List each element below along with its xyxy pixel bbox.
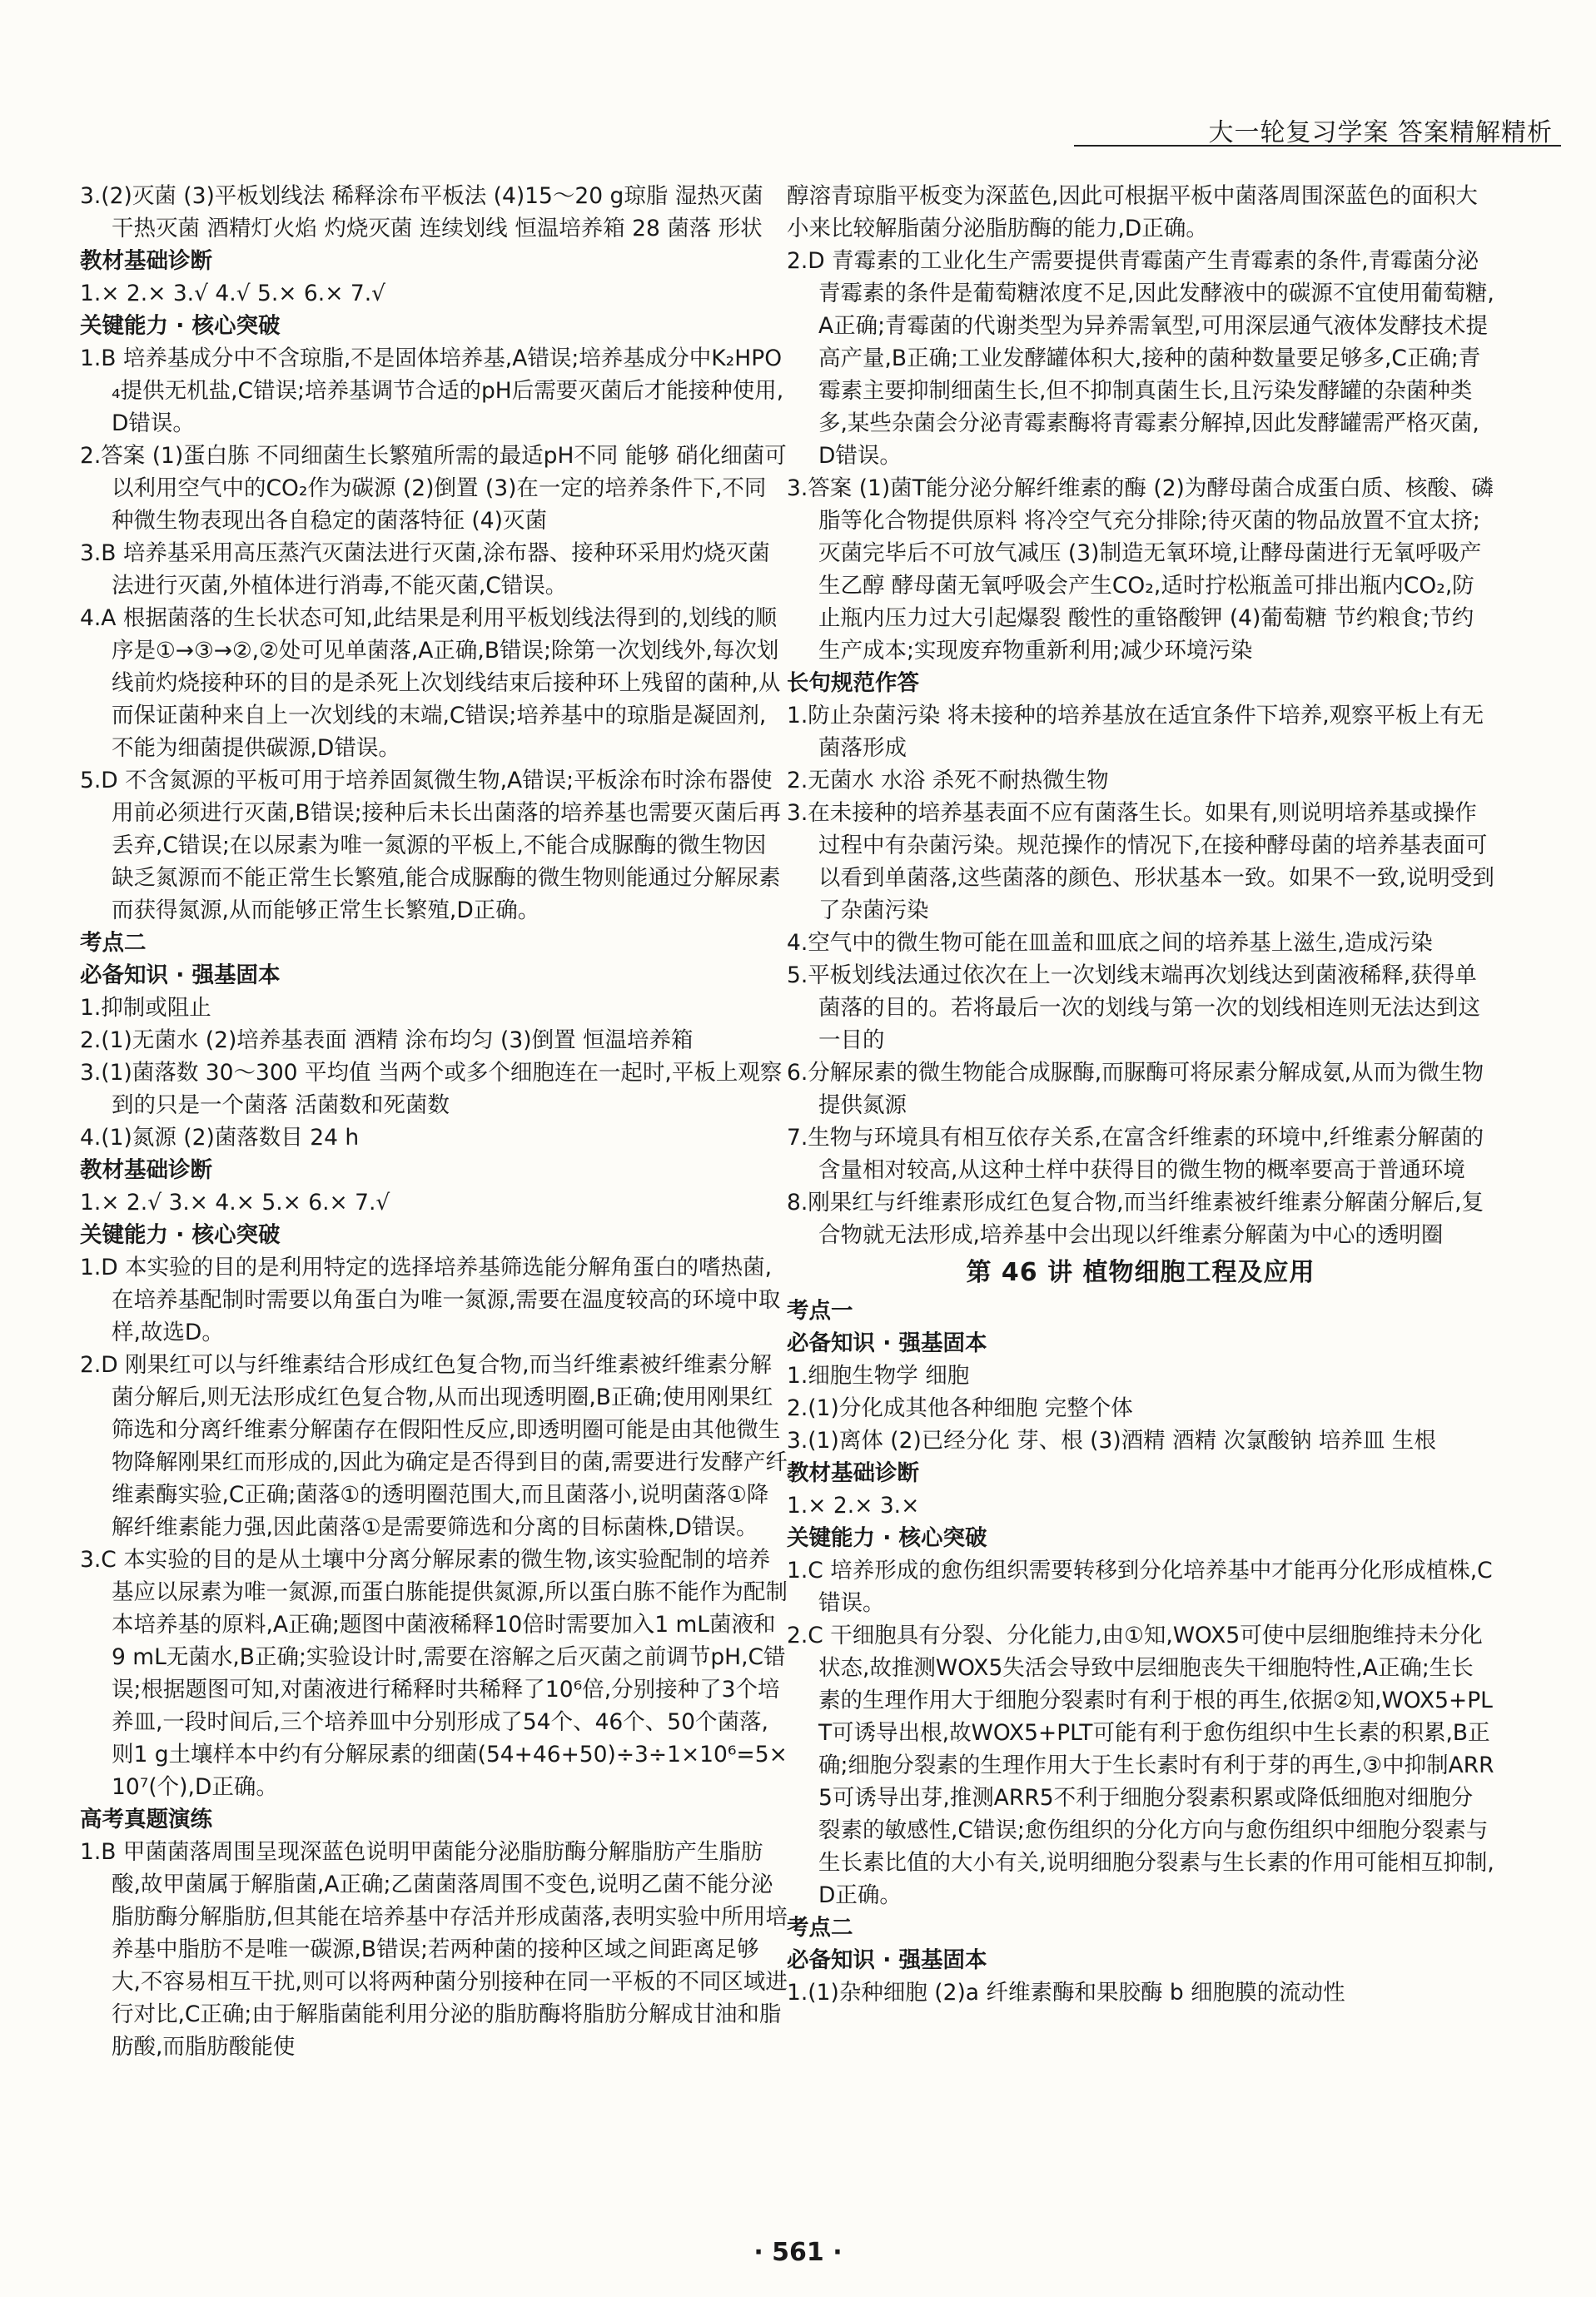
answer-line: 醇溶青琼脂平板变为深蓝色,因此可根据平板中菌落周围深蓝色的面积大小来比较解脂菌分泌脂肪酶的能力,D正确。 <box>787 183 1478 241</box>
section-heading: 考点二 <box>787 1915 853 1941</box>
answer-item: 1.细胞生物学 细胞 <box>787 1363 970 1389</box>
answer-item: 2.(1)无菌水 (2)培养基表面 酒精 涂布均匀 (3)倒置 恒温培养箱 <box>80 1027 694 1053</box>
section-heading: 高考真题演练 <box>80 1807 212 1832</box>
answer-item: 1.D 本实验的目的是利用特定的选择培养基筛选能分解角蛋白的嗜热菌,在培养基配制时需要以角蛋白为唯一氮源,需要在温度较高的环境中取样,故选D。 <box>80 1255 781 1345</box>
section-heading: 考点二 <box>80 930 147 956</box>
answer-line: 1.× 2.× 3.× <box>787 1493 920 1519</box>
right-column <box>787 180 1494 2009</box>
section-heading: 考点一 <box>787 1298 853 1324</box>
section-heading: 必备知识 · 强基固本 <box>787 1947 987 1973</box>
answer-item: 5.平板划线法通过依次在上一次划线末端再次划线达到菌液稀释,获得单菌落的目的。若将最后一次的划线与第一次的划线相连则无法达到这一目的 <box>787 962 1480 1053</box>
section-heading: 教材基础诊断 <box>80 1157 212 1183</box>
section-heading: 教材基础诊断 <box>787 1460 919 1486</box>
answer-item: 1.C 培养形成的愈伤组织需要转移到分化培养基中才能再分化形成植株,C错误。 <box>787 1558 1493 1616</box>
left-column <box>80 180 788 2063</box>
answer-item: 2.C 干细胞具有分裂、分化能力,由①知,WOX5可使中层细胞维持未分化状态,故推测WOX5失活会导致中层细胞丧失干细胞特性,A正确;生长素的生理作用大于细胞分裂素时有利于根的再生,依据②知,WOX5+PLT可诱导出根,故WOX5+PLT可能有利于愈伤组织中生长素的积累,B正确;细胞分裂素的生理作用大于生长素时有利于芽的再生,③中抑制ARR5可诱导出芽,推测ARR5不利于细胞分裂素积累或降低细胞对细胞分裂素的敏感性,C错误;愈伤组织的分化方向与愈伤组织中细胞分裂素与生长素比值的大小有关,说明细胞分裂素与生长素的作用可能相互抑制,D正确。 <box>787 1623 1494 1908</box>
answer-line: 1.× 2.× 3.√ 4.√ 5.× 6.× 7.√ <box>80 281 386 306</box>
answer-item: 6.分解尿素的微生物能合成脲酶,而脲酶可将尿素分解成氨,从而为微生物提供氮源 <box>787 1060 1484 1118</box>
answer-item: 8.刚果红与纤维素形成红色复合物,而当纤维素被纤维素分解菌分解后,复合物就无法形成,培养基中会出现以纤维素分解菌为中心的透明圈 <box>787 1190 1484 1248</box>
header-title: 大一轮复习学案 答案精解精析 <box>1208 118 1553 147</box>
section-heading: 长句规范作答 <box>787 670 919 696</box>
answer-item: 2.(1)分化成其他各种细胞 完整个体 <box>787 1395 1133 1421</box>
answer-item: 2.答案 (1)蛋白胨 不同细菌生长繁殖所需的最适pH不同 能够 硝化细菌可以利用空气中的CO₂作为碳源 (2)倒置 (3)在一定的培养条件下,不同种微生物表现出各自稳定的菌落特征 (4)灭菌 <box>80 443 787 534</box>
answer-item: 1.抑制或阻止 <box>80 995 211 1021</box>
section-heading: 关键能力 · 核心突破 <box>80 1222 281 1248</box>
answer-item: 1.(1)杂种细胞 (2)a 纤维素酶和果胶酶 b 细胞膜的流动性 <box>787 1980 1345 2006</box>
answer-line: 1.× 2.√ 3.× 4.× 5.× 6.× 7.√ <box>80 1190 390 1216</box>
answer-item: 3.(1)离体 (2)已经分化 芽、根 (3)酒精 酒精 次氯酸钠 培养皿 生根 <box>787 1428 1436 1454</box>
section-heading: 必备知识 · 强基固本 <box>787 1330 987 1356</box>
answer-item: 3.C 本实验的目的是从土壤中分离分解尿素的微生物,该实验配制的培养基应以尿素为唯一氮源,而蛋白胨能提供氮源,所以蛋白胨不能作为配制本培养基的原料,A正确;题图中菌液稀释10倍时需要加入1 mL菌液和9 mL无菌水,B正确;实验设计时,需要在溶解之后灭菌之前调节pH,C错误;根据题图可知,对菌液进行稀释时共稀释了10⁶倍,分别接种了3个培养皿,一段时间后,三个培养皿中分别形成了54个、46个、50个菌落,则1 g土壤样本中约有分解尿素的细菌(54+46+50)÷3÷1×10⁶=5×10⁷(个),D正确。 <box>80 1547 788 1800</box>
answer-item: 3.(1)菌落数 30～300 平均值 当两个或多个细胞连在一起时,平板上观察到的只是一个菌落 活菌数和死菌数 <box>80 1060 783 1118</box>
answer-item: 3.(2)灭菌 (3)平板划线法 稀释涂布平板法 (4)15～20 g琼脂 湿热灭菌 干热灭菌 酒精灯火焰 灼烧灭菌 连续划线 恒温培养箱 28 菌落 形状 <box>80 183 763 241</box>
answer-item: 4.A 根据菌落的生长状态可知,此结果是利用平板划线法得到的,划线的顺序是①→③→②,②处可见单菌落,A正确,B错误;除第一次划线外,每次划线前灼烧接种环的目的是杀死上次划线结束后接种环上残留的菌种,从而保证菌种来自上一次划线的末端,C错误;培养基中的琼脂是凝固剂,不能为细菌提供碳源,D错误。 <box>80 605 781 761</box>
answer-item: 1.防止杂菌污染 将未接种的培养基放在适宜条件下培养,观察平板上有无菌落形成 <box>787 703 1484 761</box>
answer-item: 4.(1)氮源 (2)菌落数目 24 h <box>80 1125 360 1151</box>
answer-item: 3.B 培养基采用高压蒸汽灭菌法进行灭菌,涂布器、接种环采用灼烧灭菌法进行灭菌,外植体进行消毒,不能灭菌,C错误。 <box>80 540 770 599</box>
answer-item: 3.在未接种的培养基表面不应有菌落生长。如果有,则说明培养基或操作过程中有杂菌污染。规范操作的情况下,在接种酵母菌的培养基表面可以看到单菌落,这些菌落的颜色、形状基本一致。如果不一致,说明受到了杂菌污染 <box>787 800 1494 923</box>
section-heading: 关键能力 · 核心突破 <box>787 1525 987 1551</box>
answer-item: 1.B 甲菌菌落周围呈现深蓝色说明甲菌能分泌脂肪酶分解脂肪产生脂肪酸,故甲菌属于解脂菌,A正确;乙菌菌落周围不变色,说明乙菌不能分泌脂肪酶分解脂肪,但其能在培养基中存活并形成菌落,表明实验中所用培养基中脂肪不是唯一碳源,B错误;若两种菌的接种区域之间距离足够大,不容易相互干扰,则可以将两种菌分别接种在同一平板的不同区域进行对比,C正确;由于解脂菌能利用分泌的脂肪酶将脂肪分解成甘油和脂肪酸,而脂肪酸能使 <box>80 1839 788 2060</box>
answer-item: 7.生物与环境具有相互依存关系,在富含纤维素的环境中,纤维素分解菌的含量相对较高,从这种土样中获得目的微生物的概率要高于普通环境 <box>787 1125 1484 1183</box>
section-heading: 必备知识 · 强基固本 <box>80 962 281 988</box>
running-header <box>1074 107 1561 147</box>
answer-item: 2.无菌水 水浴 杀死不耐热微生物 <box>787 768 1109 793</box>
answer-item: 2.D 刚果红可以与纤维素结合形成红色复合物,而当纤维素被纤维素分解菌分解后,则无法形成红色复合物,从而出现透明圈,B正确;使用刚果红筛选和分离纤维素分解菌存在假阳性反应,即透明圈可能是由其他微生物降解刚果红而形成的,因此为确定是否得到目的菌,需要进行发酵产纤维素酶实验,C正确;菌落①的透明圈范围大,而且菌落小,说明菌落①降解纤维素能力强,因此菌落①是需要筛选和分离的目标菌株,D错误。 <box>80 1352 788 1540</box>
answer-item: 2.D 青霉素的工业化生产需要提供青霉菌产生青霉素的条件,青霉菌分泌青霉素的条件是葡萄糖浓度不足,因此发酵液中的碳源不宜使用葡萄糖,A正确;青霉菌的代谢类型为异养需氧型,可用深层通气液体发酵技术提高产量,B正确;工业发酵罐体积大,接种的菌种数量要足够多,C正确;青霉素主要抑制细菌生长,但不抑制真菌生长,且污染发酵罐的杂菌种类多,某些杂菌会分泌青霉素酶将青霉素分解掉,因此发酵罐需严格灭菌,D错误。 <box>787 248 1494 469</box>
answer-item: 4.空气中的微生物可能在皿盖和皿底之间的培养基上滋生,造成污染 <box>787 930 1433 956</box>
answer-item: 5.D 不含氮源的平板可用于培养固氮微生物,A错误;平板涂布时涂布器使用前必须进行灭菌,B错误;接种后未长出菌落的培养基也需要灭菌后再丢弃,C错误;在以尿素为唯一氮源的平板上,不能合成脲酶的微生物因缺乏氮源而不能正常生长繁殖,能合成脲酶的微生物则能通过分解尿素而获得氮源,从而能够正常生长繁殖,D正确。 <box>80 768 782 923</box>
page-number: · 561 · <box>753 2238 843 2267</box>
chapter-title: 第 46 讲 植物细胞工程及应用 <box>966 1258 1315 1287</box>
section-heading: 教材基础诊断 <box>80 248 212 274</box>
answer-item: 3.答案 (1)菌T能分泌分解纤维素的酶 (2)为酵母菌合成蛋白质、核酸、磷脂等化合物提供原料 将冷空气充分排除;待灭菌的物品放置不宜太挤;灭菌完毕后不可放气减压 (3)制造无氧环境,让酵母菌进行无氧呼吸产生乙醇 酵母菌无氧呼吸会产生CO₂,适时拧松瓶盖可排出瓶内CO₂,防止瓶内压力过大引起爆裂 酸性的重铬酸钾 (4)葡萄糖 节约粮食;节约生产成本;实现废弃物重新利用;减少环境污染 <box>787 475 1494 664</box>
answer-item: 1.B 培养基成分中不含琼脂,不是固体培养基,A错误;培养基成分中K₂HPO₄提供无机盐,C错误;培养基调节合适的pH后需要灭菌后才能接种使用,D错误。 <box>80 346 784 436</box>
section-heading: 关键能力 · 核心突破 <box>80 313 281 339</box>
